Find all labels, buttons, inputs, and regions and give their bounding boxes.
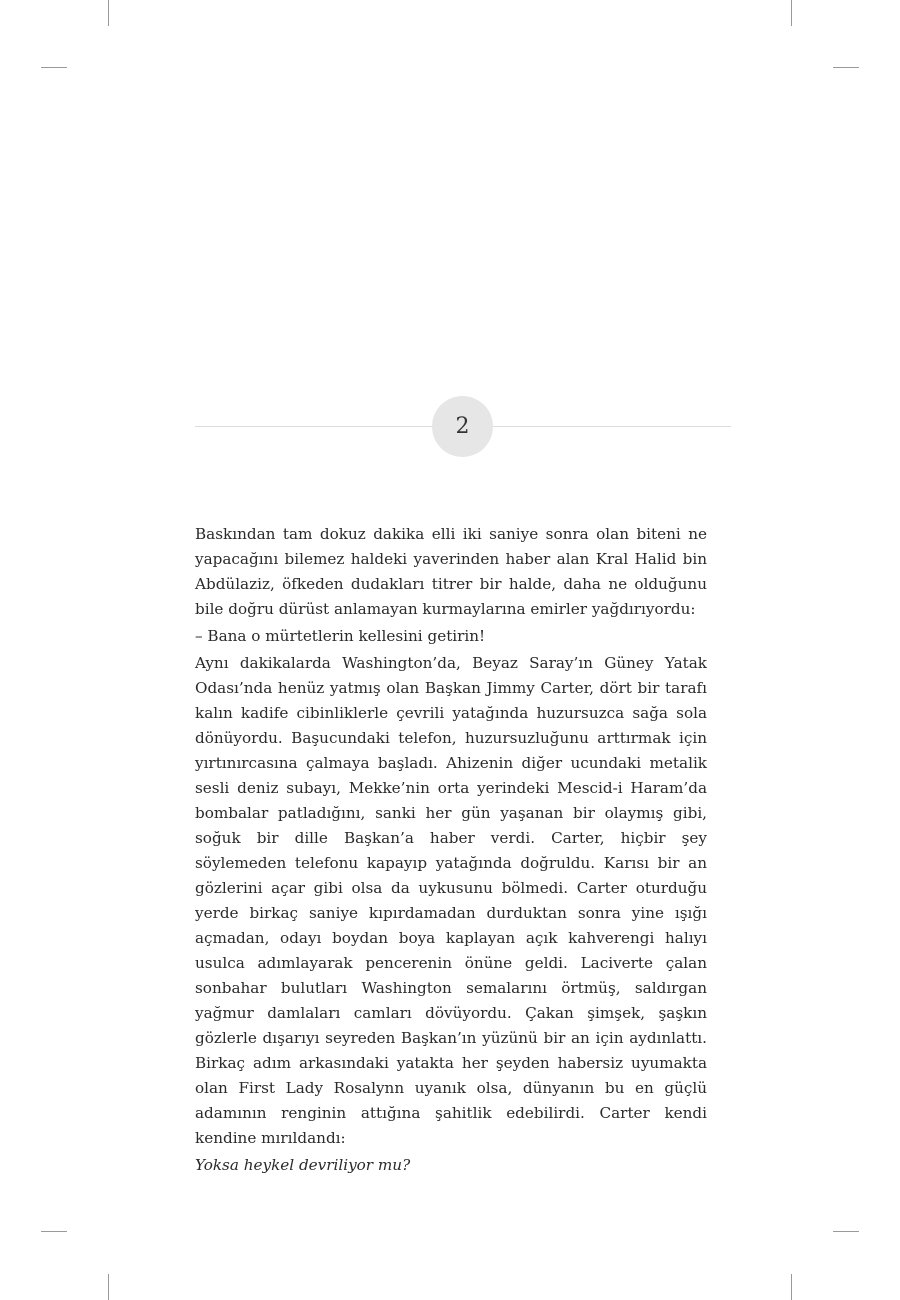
crop-mark-top-left-vertical: [108, 0, 109, 26]
crop-mark-top-right-horizontal: [833, 67, 859, 68]
chapter-number: 2: [455, 414, 470, 439]
chapter-number-badge: [432, 396, 493, 457]
crop-mark-bottom-right-vertical: [791, 1274, 792, 1300]
crop-mark-bottom-left-horizontal: [41, 1231, 67, 1232]
paragraph: Aynı dakikalarda Washington’da, Beyaz Saray’ın Güney Yatak Odası’nda henüz yatmış olan Başkan Jimmy Carter, dört bir tarafı kalın kadife cibinliklerle çevrili yatağında huzursuzca sağa sola dönüyordu. Başucundaki telefon, huzursuzluğunu arttırmak için yırtınırcasına çalmaya başladı. Ahizenin diğer ucundaki metalik sesli deniz subayı, Mekke’nin orta yerindeki Mescid-i Haram’da bombalar patladığını, sanki her gün yaşanan bir olaymış gibi, soğuk bir dille Başkan’a haber verdi. Carter, hiçbir şey söylemeden telefonu kapayıp yatağında doğruldu. Karısı bir an gözlerini açar gibi olsa da uykusunu bölmedi. Carter oturduğu yerde birkaç saniye kıpırdamadan durduktan sonra yine ışığı açmadan, odayı boydan boya kaplayan açık kahverengi halıyı usulca adımlayarak pencerenin önüne geldi. Laciverte çalan sonbahar bulutları Washington semalarını örtmüş, saldırgan yağmur damlaları camları dövüyordu. Çakan şimşek, şaşkın gözlerle dışarıyı seyreden Başkan’ın yüzünü bir an için aydınlattı. Birkaç adım arkasındaki yatakta her şeyden habersiz uyumakta olan First Lady Rosalynn uyanık olsa, dünyanın bu en güçlü adamının renginin attığına şahitlik edebilirdi. Carter kendi kendine mırıldandı:: [195, 654, 707, 1147]
italic-thought-line: Yoksa heykel devriliyor mu?: [195, 1156, 411, 1174]
dialogue-line: – Bana o mürtetlerin kellesini getirin!: [195, 627, 486, 645]
crop-mark-bottom-right-horizontal: [833, 1231, 859, 1232]
crop-mark-bottom-left-vertical: [108, 1274, 109, 1300]
crop-mark-top-right-vertical: [791, 0, 792, 26]
paragraph: Baskından tam dokuz dakika elli iki saniye sonra olan biteni ne yapacağını bilemez haldeki yaverinden haber alan Kral Halid bin Abdülaziz, öfkeden dudakları titrer bir halde, daha ne olduğunu bile doğru dürüst anlamayan kurmaylarına emirler yağdırıyordu:: [195, 525, 707, 618]
chapter-text: [195, 522, 707, 1178]
crop-mark-top-left-horizontal: [41, 67, 67, 68]
